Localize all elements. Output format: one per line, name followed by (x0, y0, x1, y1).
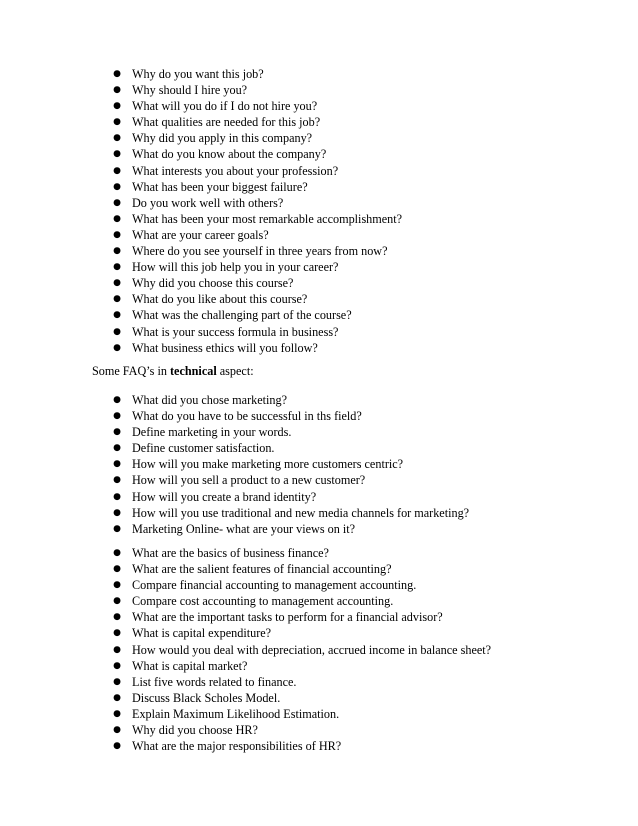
bullet-icon: ● (113, 342, 121, 353)
bullet-icon: ● (113, 564, 121, 575)
list-item (113, 577, 613, 593)
list-item-text: What was the challenging part of the course? (132, 308, 352, 323)
bullet-icon: ● (113, 69, 121, 79)
bullet-icon: ● (113, 294, 121, 305)
list-item (113, 324, 613, 340)
list-item-text: What has been your biggest failure? (132, 179, 308, 194)
list-item (113, 642, 613, 658)
list-item (113, 98, 613, 114)
list-item-text: What are the basics of business finance? (132, 546, 329, 560)
bullet-icon: ● (113, 708, 121, 719)
bullet-icon: ● (113, 660, 121, 671)
list-item-text: What are your career goals? (132, 227, 269, 242)
list-item-text: How will you make marketing more customers centric? (132, 457, 404, 472)
heading-suffix: aspect: (216, 364, 254, 378)
finance-hr-questions-list (113, 545, 613, 754)
list-item-text: Why should I hire you? (132, 83, 248, 98)
bullet-icon: ● (113, 596, 121, 607)
list-item (113, 561, 613, 577)
list-item-text: What has been your most remarkable accomplishment? (132, 211, 403, 226)
list-item (113, 593, 613, 609)
bullet-icon: ● (113, 395, 121, 405)
list-item-text: What do you have to be successful in ths field? (132, 409, 362, 424)
bullet-icon: ● (113, 491, 121, 502)
bullet-icon: ● (113, 459, 121, 470)
list-item-text: How would you deal with depreciation, accrued income in balance sheet? (132, 642, 492, 657)
bullet-icon: ● (113, 411, 121, 422)
technical-section-heading (92, 363, 254, 379)
list-item-text: Where do you see yourself in three years from now? (132, 244, 388, 259)
bullet-icon: ● (113, 133, 121, 144)
list-item (113, 521, 613, 537)
list-item-text: Why do you want this job? (132, 67, 264, 81)
list-item-text: Why did you apply in this company? (132, 131, 313, 146)
bullet-icon: ● (113, 149, 121, 160)
list-item-text: List five words related to finance. (132, 674, 297, 689)
bullet-icon: ● (113, 612, 121, 623)
bullet-icon: ● (113, 628, 121, 639)
list-item (113, 275, 613, 291)
list-item (113, 674, 613, 690)
list-item-text: How will you sell a product to a new customer? (132, 473, 366, 488)
bullet-icon: ● (113, 427, 121, 438)
bullet-icon: ● (113, 475, 121, 486)
list-item (113, 130, 613, 146)
list-item (113, 211, 613, 227)
bullet-icon: ● (113, 692, 121, 703)
list-item (113, 690, 613, 706)
bullet-icon: ● (113, 310, 121, 321)
general-questions-list (113, 66, 613, 356)
bullet-icon: ● (113, 197, 121, 208)
list-item-text: What is capital expenditure? (132, 626, 272, 641)
list-item (113, 489, 613, 505)
bullet-icon: ● (113, 725, 121, 736)
bullet-icon: ● (113, 229, 121, 240)
bullet-icon: ● (113, 507, 121, 518)
list-item (113, 408, 613, 424)
list-item-text: What will you do if I do not hire you? (132, 99, 318, 114)
list-item-text: What is your success formula in business? (132, 324, 339, 339)
bullet-icon: ● (113, 262, 121, 273)
list-item-text: Define customer satisfaction. (132, 441, 275, 456)
list-item-text: Why did you choose HR? (132, 723, 258, 738)
bullet-icon: ● (113, 213, 121, 224)
list-item-text: Do you work well with others? (132, 195, 284, 210)
bullet-icon: ● (113, 548, 121, 558)
heading-bold-word: technical (170, 364, 217, 378)
bullet-icon: ● (113, 326, 121, 337)
list-item-text: Compare cost accounting to management accounting. (132, 594, 394, 609)
list-item (113, 609, 613, 625)
list-item-text: What are the major responsibilities of HR? (132, 739, 342, 754)
list-item (113, 505, 613, 521)
list-item (113, 146, 613, 162)
bullet-icon: ● (113, 101, 121, 112)
bullet-icon: ● (113, 246, 121, 257)
bullet-icon: ● (113, 181, 121, 192)
bullet-icon: ● (113, 644, 121, 655)
list-item-text: How will you create a brand identity? (132, 489, 317, 504)
list-item (113, 340, 613, 356)
list-item (113, 722, 613, 738)
list-item (113, 545, 613, 561)
list-item (113, 66, 613, 82)
list-item (113, 114, 613, 130)
marketing-questions-list (113, 392, 613, 537)
list-item-text: What do you like about this course? (132, 292, 308, 307)
list-item-text: Discuss Black Scholes Model. (132, 690, 281, 705)
bullet-icon: ● (113, 676, 121, 687)
bullet-icon: ● (113, 165, 121, 176)
list-item (113, 291, 613, 307)
list-item-text: Define marketing in your words. (132, 425, 292, 440)
list-item-text: What did you chose marketing? (132, 393, 288, 407)
bullet-icon: ● (113, 523, 121, 534)
list-item-text: Why did you choose this course? (132, 276, 294, 291)
list-item-text: What are the salient features of financial accounting? (132, 562, 392, 577)
list-item-text: Explain Maximum Likelihood Estimation. (132, 706, 340, 721)
list-item-text: What are the important tasks to perform for a financial advisor? (132, 610, 443, 625)
list-item-text: How will this job help you in your career? (132, 260, 339, 275)
list-item (113, 227, 613, 243)
list-item-text: What do you know about the company? (132, 147, 327, 162)
list-item (113, 195, 613, 211)
list-item (113, 179, 613, 195)
bullet-icon: ● (113, 117, 121, 128)
list-item (113, 163, 613, 179)
list-item (113, 392, 613, 408)
bullet-icon: ● (113, 741, 121, 752)
list-item-text: What is capital market? (132, 658, 248, 673)
list-item-text: Compare financial accounting to management accounting. (132, 578, 417, 593)
list-item-text: What qualities are needed for this job? (132, 115, 321, 130)
list-item (113, 472, 613, 488)
heading-prefix: Some FAQ’s in (92, 364, 170, 378)
list-item-text: Marketing Online- what are your views on it? (132, 521, 356, 536)
bullet-icon: ● (113, 443, 121, 454)
list-item (113, 706, 613, 722)
list-item-text: How will you use traditional and new media channels for marketing? (132, 505, 470, 520)
list-item (113, 307, 613, 323)
list-item (113, 243, 613, 259)
bullet-icon: ● (113, 85, 121, 96)
bullet-icon: ● (113, 278, 121, 289)
list-item (113, 440, 613, 456)
list-item (113, 259, 613, 275)
list-item (113, 738, 613, 754)
list-item (113, 82, 613, 98)
list-item-text: What interests you about your profession? (132, 163, 339, 178)
list-item (113, 456, 613, 472)
list-item (113, 625, 613, 641)
list-item-text: What business ethics will you follow? (132, 340, 318, 355)
list-item (113, 658, 613, 674)
bullet-icon: ● (113, 580, 121, 591)
list-item (113, 424, 613, 440)
